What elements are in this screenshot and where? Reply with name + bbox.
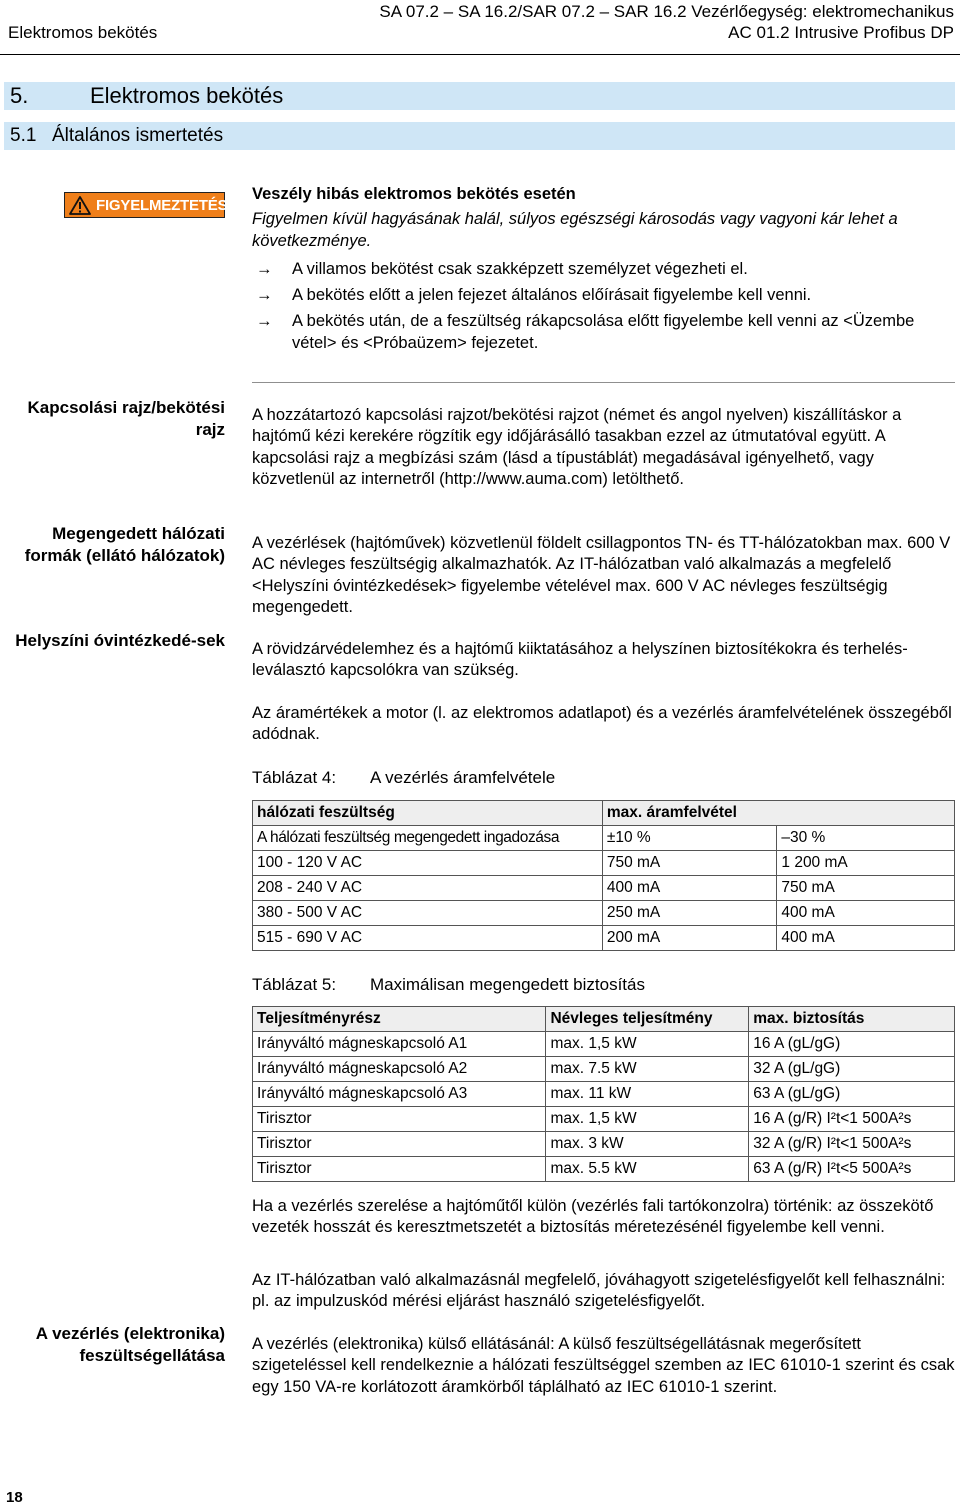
- paragraph-separate-mounting: Ha a vezérlés szerelése a hajtóműtől külön (vezérlés fali tartókonzolra) történik: az összekötő vezeték hosszát és keresztmetszetét a biztosítás méretezésénél figyelembe kell venni.: [252, 1197, 934, 1237]
- header-product-line2: AC 01.2 Intrusive Profibus DP: [728, 23, 954, 42]
- warning-item-text: A bekötés előtt a jelen fejezet általános előírásait figyelembe kell venni.: [292, 286, 812, 305]
- warning-label-box: [64, 192, 233, 218]
- table-row: [253, 926, 955, 951]
- table-row: [253, 1032, 955, 1057]
- table-header-cell: Teljesítményrész: [253, 1007, 546, 1032]
- side-heading-protection: Helyszíni óvintézkedé-sek: [15, 631, 225, 650]
- table-cell: 750 mA: [602, 851, 777, 876]
- table-cell: 200 mA: [602, 926, 777, 951]
- arrow-icon: →: [256, 312, 273, 331]
- warning-content: [252, 182, 955, 354]
- table-header-row: [253, 1007, 955, 1032]
- table-max-fuse: [252, 1006, 955, 1182]
- table-cell: Tirisztor: [253, 1132, 546, 1157]
- table-cell: max. 5.5 kW: [546, 1157, 749, 1182]
- table-cell: –30 %: [777, 826, 955, 851]
- table-header-cell: max. áramfelvétel: [602, 801, 954, 826]
- table-cell: 16 A (g/R) I²t<1 500A²s: [749, 1107, 955, 1132]
- warning-heading: Veszély hibás elektromos bekötés esetén: [252, 185, 576, 203]
- warning-triangle-icon: [69, 196, 91, 215]
- table5-caption-number: Táblázat 5:: [252, 975, 337, 994]
- arrow-icon: →: [256, 259, 273, 278]
- table-row: [253, 851, 955, 876]
- warning-item-text: A bekötés után, de a feszültség rákapcsolása előtt figyelembe kell venni az <Üzembe vétel> és <Próbaüzem> fejezetet.: [292, 312, 915, 352]
- header-divider: [0, 54, 960, 55]
- section-number: 5.1: [10, 125, 37, 146]
- table-cell: 32 A (gL/gG): [749, 1057, 955, 1082]
- side-heading-supply: A vezérlés (elektronika) feszültségellátása: [35, 1324, 225, 1365]
- table-row: [253, 826, 955, 851]
- chapter-heading: [10, 82, 283, 110]
- table-cell: max. 7.5 kW: [546, 1057, 749, 1082]
- table-cell: Irányváltó mágneskapcsoló A1: [253, 1032, 546, 1057]
- warning-item-text: A villamos bekötést csak szakképzett személyzet végezheti el.: [292, 259, 748, 278]
- table-cell: max. 11 kW: [546, 1082, 749, 1107]
- table-cell: max. 1,5 kW: [546, 1107, 749, 1132]
- warning-item: [252, 259, 955, 280]
- table-cell: 32 A (g/R) I²t<1 500A²s: [749, 1132, 955, 1157]
- header-product-line1: SA 07.2 – SA 16.2/SAR 07.2 – SAR 16.2 Vezérlőegység: elektromechanikus: [379, 2, 954, 21]
- table-cell: Irányváltó mágneskapcsoló A2: [253, 1057, 546, 1082]
- table-header-row: [253, 801, 955, 826]
- arrow-icon: →: [256, 286, 273, 305]
- table-current-consumption: [252, 800, 955, 951]
- table5-caption-title: Maximálisan megengedett biztosítás: [370, 975, 645, 994]
- table-header-cell: max. biztosítás: [749, 1007, 955, 1032]
- chapter-number: 5.: [10, 83, 29, 108]
- table-cell: 380 - 500 V AC: [253, 901, 603, 926]
- header-section-title: Elektromos bekötés: [8, 23, 158, 42]
- table-cell: 400 mA: [777, 926, 955, 951]
- header-product-title: [379, 1, 954, 43]
- side-heading-wiring: Kapcsolási rajz/bekötési rajz: [27, 398, 225, 439]
- table-cell: 16 A (gL/gG): [749, 1032, 955, 1057]
- warning-item: [252, 285, 955, 306]
- table4-caption-number: Táblázat 4:: [252, 768, 337, 787]
- table-row: [253, 876, 955, 901]
- table-row: [253, 1057, 955, 1082]
- table-cell: max. 1,5 kW: [546, 1032, 749, 1057]
- paragraph-wiring: A hozzátartozó kapcsolási rajzot/bekötési rajzot (német és angol nyelven) kiszállításkor a hajtómű kézi kerekére rögzítik egy időjárásálló tasakban ezzel az útmutatóval együtt. A kapcsolási rajz a megbízási szám (lásd a típustáblát) megadásával igényelhető, vagy közvetlenül az internetről (http://www.auma.com) letölthető.: [252, 406, 902, 488]
- paragraph-networks: A vezérlések (hajtóművek) közvetlenül földelt csillagpontos TN- és TT-hálózatokban max. 600 V AC névleges feszültségig alkalmazhatók. Az IT-hálózatban való alkalmazás a megfelelő <Helyszíni óvintézkedések> figyelembe vételével max. 600 V AC névleges feszültségig megengedett.: [252, 534, 951, 616]
- table-row: [253, 1157, 955, 1182]
- section-heading: [10, 122, 223, 150]
- table4-caption: [252, 768, 555, 788]
- table-cell: 63 A (g/R) I²t<5 500A²s: [749, 1157, 955, 1182]
- warning-item: [252, 311, 955, 354]
- section-title: Általános ismertetés: [52, 125, 224, 146]
- table-cell: 750 mA: [777, 876, 955, 901]
- table-cell: Tirisztor: [253, 1107, 546, 1132]
- paragraph-insulation-monitor: Az IT-hálózatban való alkalmazásnál megfelelő, jóváhagyott szigetelésfigyelőt kell felhasználni: pl. az impulzuskód mérési eljárást használó szigetelésfigyelőt.: [252, 1271, 946, 1311]
- table-cell: 1 200 mA: [777, 851, 955, 876]
- table-row: [253, 1082, 955, 1107]
- table5-caption: [252, 975, 645, 995]
- warning-label: FIGYELMEZTETÉS!: [96, 196, 233, 214]
- table4-caption-title: A vezérlés áramfelvétele: [370, 768, 556, 787]
- paragraph-protection-1: A rövidzárvédelemhez és a hajtómű kiiktatásához a helyszínen biztosítékokra és terhelés-leválasztó kapcsolókra van szükség.: [252, 640, 908, 680]
- table-row: [253, 1107, 955, 1132]
- table-cell: max. 3 kW: [546, 1132, 749, 1157]
- page-number: 18: [6, 1489, 23, 1506]
- table-cell: ±10 %: [602, 826, 777, 851]
- table-cell: 63 A (gL/gG): [749, 1082, 955, 1107]
- table-cell: 400 mA: [777, 901, 955, 926]
- table-cell: 100 - 120 V AC: [253, 851, 603, 876]
- paragraph-protection-2: Az áramértékek a motor (l. az elektromos adatlapot) és a vezérlés áramfelvételének összegéből adódnak.: [252, 704, 952, 744]
- table-cell: Irányváltó mágneskapcsoló A3: [253, 1082, 546, 1107]
- table-row: [253, 901, 955, 926]
- table-cell: 400 mA: [602, 876, 777, 901]
- table-cell: A hálózati feszültség megengedett ingadozása: [253, 826, 603, 851]
- table-header-cell: hálózati feszültség: [253, 801, 603, 826]
- table-cell: 208 - 240 V AC: [253, 876, 603, 901]
- warning-divider: [252, 382, 955, 383]
- table-header-cell: Névleges teljesítmény: [546, 1007, 749, 1032]
- table-cell: 250 mA: [602, 901, 777, 926]
- side-heading-networks: Megengedett hálózati formák (ellátó hálózatok): [24, 524, 225, 565]
- table-cell: 515 - 690 V AC: [253, 926, 603, 951]
- paragraph-supply: A vezérlés (elektronika) külső ellátásánál: A külső feszültségellátásnak megerősített szigeteléssel kell rendelkeznie a hálózati feszültséggel szemben az IEC 61010-1 szerint és csak egy 150 VA-re korlátozott áramkörből táplálható az IEC 61010-1 szerint.: [252, 1335, 955, 1396]
- table-cell: Tirisztor: [253, 1157, 546, 1182]
- table-row: [253, 1132, 955, 1157]
- chapter-title: Elektromos bekötés: [90, 83, 284, 108]
- warning-text: Figyelmen kívül hagyásának halál, súlyos egészségi károsodás vagy vagyoni kár lehet a következménye.: [252, 210, 898, 250]
